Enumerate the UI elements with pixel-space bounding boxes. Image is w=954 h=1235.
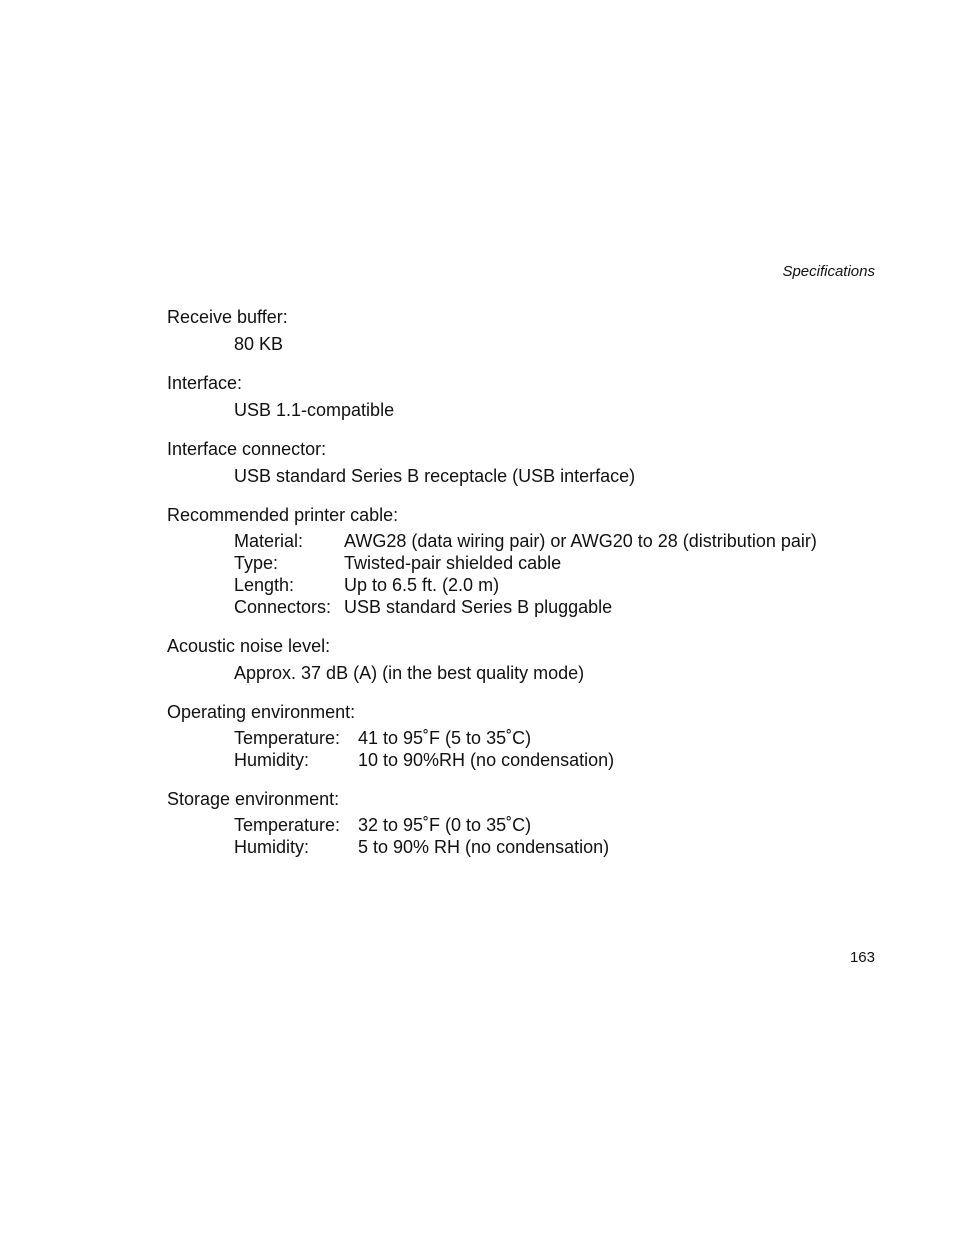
spec-value: Approx. 37 dB (A) (in the best quality mode) — [234, 663, 585, 683]
row-value: 5 to 90% RH (no condensation) — [358, 837, 610, 857]
spec-interface-connector — [167, 438, 867, 487]
spec-printer-cable — [167, 504, 867, 618]
row-value: USB standard Series B pluggable — [344, 597, 613, 617]
spec-heading: Acoustic noise level: — [167, 636, 331, 656]
specifications-list — [167, 306, 867, 875]
row-value: AWG28 (data wiring pair) or AWG20 to 28 (distribution pair) — [344, 531, 817, 551]
row-label: Type: — [234, 553, 279, 573]
spec-heading: Receive buffer: — [167, 307, 288, 327]
operating-environment-table — [234, 727, 614, 771]
row-label: Temperature: — [234, 728, 341, 748]
spec-value: 80 KB — [234, 334, 284, 354]
spec-acoustic-noise — [167, 635, 867, 684]
row-label: Humidity: — [234, 750, 310, 770]
table-row — [234, 814, 609, 836]
row-value: 41 to 95˚F (5 to 35˚C) — [358, 728, 532, 748]
spec-heading: Operating environment: — [167, 702, 356, 722]
spec-operating-environment — [167, 701, 867, 771]
row-label: Humidity: — [234, 837, 310, 857]
spec-heading: Interface connector: — [167, 439, 327, 459]
table-row — [234, 574, 817, 596]
table-row — [234, 596, 817, 618]
spec-interface — [167, 372, 867, 421]
spec-receive-buffer — [167, 306, 867, 355]
table-row — [234, 530, 817, 552]
spec-heading: Recommended printer cable: — [167, 505, 399, 525]
row-label: Material: — [234, 531, 304, 551]
spec-heading: Storage environment: — [167, 789, 340, 809]
spec-storage-environment — [167, 788, 867, 858]
row-value: Up to 6.5 ft. (2.0 m) — [344, 575, 500, 595]
table-row — [234, 749, 614, 771]
spec-value: USB standard Series B receptacle (USB interface) — [234, 466, 636, 486]
row-value: Twisted-pair shielded cable — [344, 553, 562, 573]
printer-cable-table — [234, 530, 817, 618]
running-header: Specifications — [782, 263, 875, 280]
spec-heading: Interface: — [167, 373, 243, 393]
spec-value: USB 1.1-compatible — [234, 400, 395, 420]
row-label: Connectors: — [234, 597, 332, 617]
table-row — [234, 727, 614, 749]
page-number: 163 — [849, 949, 875, 966]
row-label: Length: — [234, 575, 295, 595]
table-row — [234, 552, 817, 574]
row-value: 10 to 90%RH (no condensation) — [358, 750, 615, 770]
table-row — [234, 836, 609, 858]
storage-environment-table — [234, 814, 609, 858]
row-value: 32 to 95˚F (0 to 35˚C) — [358, 815, 532, 835]
row-label: Temperature: — [234, 815, 341, 835]
